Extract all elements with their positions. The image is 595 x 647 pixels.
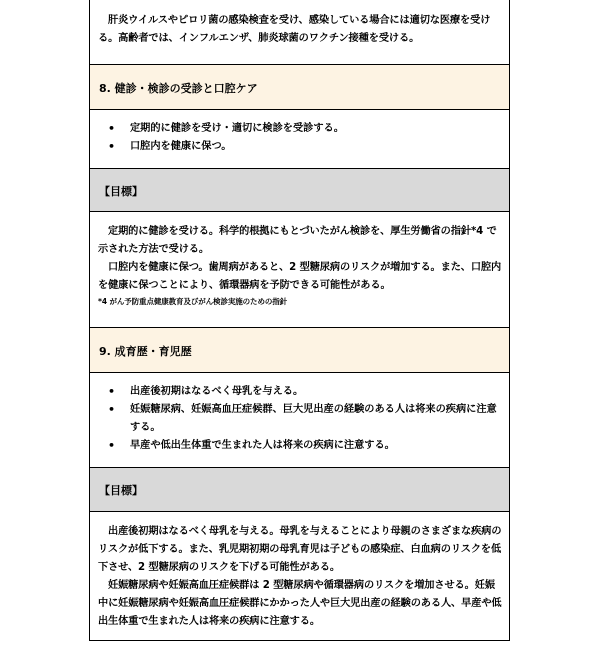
intro-row xyxy=(90,0,509,64)
section-9-heading: 9. 成育歴・育児歴 xyxy=(99,345,192,358)
section-8-goal-text xyxy=(98,223,503,309)
section-9-goal-row xyxy=(90,511,509,641)
list-item: • 出産後初期はなるべく母乳を与える。 xyxy=(104,383,499,401)
list-item: • 妊娠糖尿病、妊娠高血圧症候群、巨大児出産の経験のある人は将来の疾病に注意する。 xyxy=(104,401,499,437)
section-8-goal-row xyxy=(90,211,509,327)
list-item: • 定期的に健診を受け・適切に検診を受診する。 xyxy=(104,120,499,138)
section-9-heading-row xyxy=(90,327,509,372)
section-9-goal-text xyxy=(98,523,503,631)
footnote: *4 がん予防重点健康教育及びがん検診実施のための指針 xyxy=(98,297,288,306)
section-8-goal-heading: 【目標】 xyxy=(99,185,143,198)
section-8-bullets-row xyxy=(90,109,509,168)
section-8-bullet-list xyxy=(104,120,499,156)
guideline-table xyxy=(89,0,510,641)
section-9-goal-heading-row xyxy=(90,467,509,511)
goal-paragraph: 口腔内を健康に保つ。歯周病があると、2 型糖尿病のリスクが増加する。また、口腔内を健康に保つことにより、循環器病を予防できる可能性がある。 xyxy=(98,262,502,291)
goal-paragraph: 出産後初期はなるべく母乳を与える。母乳を与えることにより母親のさまざまな疾病のリスクが低下する。また、乳児期初期の母乳育児は子どもの感染症、白血病のリスクを低下させ、2 型糖尿病のリスクを下げる可能性がある。 xyxy=(98,526,502,573)
section-8-heading: 8. 健診・検診の受診と口腔ケア xyxy=(99,82,258,95)
section-9-goal-heading: 【目標】 xyxy=(99,484,143,497)
section-9-bullet-list xyxy=(104,383,499,455)
section-8-goal-heading-row xyxy=(90,168,509,211)
list-item: • 早産や低出生体重で生まれた人は将来の疾病に注意する。 xyxy=(104,437,499,455)
goal-paragraph: 定期的に健診を受ける。科学的根拠にもとづいたがん検診を、厚生労働省の指針*4 で示された方法で受ける。 xyxy=(98,226,497,255)
section-8-heading-row xyxy=(90,64,509,109)
intro-text: 肝炎ウイルスやピロリ菌の感染検査を受け、感染している場合には適切な医療を受ける。高齢者では、インフルエンザ、肺炎球菌のワクチン接種を受ける。 xyxy=(98,15,491,44)
intro-paragraph xyxy=(98,12,503,48)
goal-paragraph: 妊娠糖尿病や妊娠高血圧症候群は 2 型糖尿病や循環器病のリスクを増加させる。妊娠中に妊娠糖尿病や妊娠高血圧症候群にかかった人や巨大児出産の経験のある人、早産や低出生体重で生まれた人は将来の疾病に注意する。 xyxy=(98,580,502,627)
section-9-bullets-row xyxy=(90,372,509,467)
list-item: • 口腔内を健康に保つ。 xyxy=(104,138,499,156)
